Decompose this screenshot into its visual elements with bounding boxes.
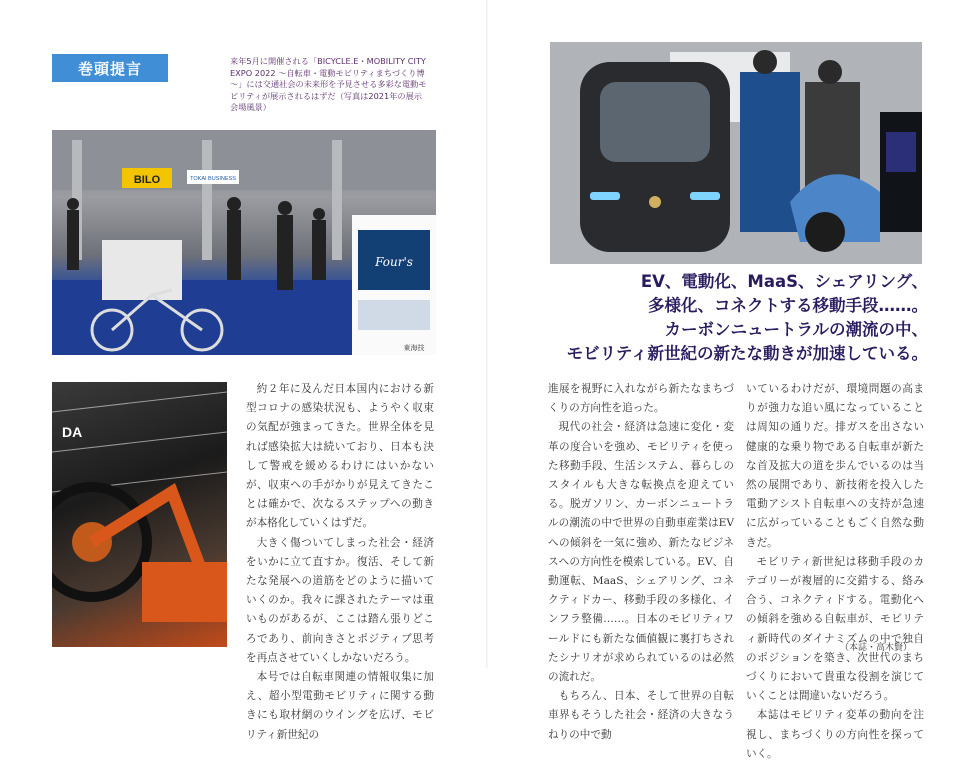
paragraph: 約２年に及んだ日本国内における新型コロナの感染状況も、ようやく収束の気配が強まってきた。世界全体を見れば感染拡大は続いており、日本も決して警戒を緩めるわけにはいかないが、収束への手がかりが見えてきたことは確かで、次なるステップへの動きが本格化していくはずだ。	[246, 383, 434, 530]
paragraph: 大きく傷ついてしまった社会・経済をいかに立て直すか。復活、そして新たな発展への道筋をどのように描いていくのか。我々に課されたテーマは重いものがあるが、ここは踏ん張りどころであり、前向きさとポジティブ思考を再点させていくしかないだろう。	[246, 536, 434, 664]
paragraph: 本号では自転車関連の情報収集に加え、超小型電動モビリティに関する動きにも取材網のウイングを広げ、モビリティ新世紀の	[246, 671, 434, 741]
paragraph: いているわけだが、環境問題の高まりが強力な追い風になっていることは周知の通りだ。排ガスを出さない健康的な乗り物である自転車が新たな首及拡大の道を歩んでいるのは当然の展開であり、新技術を投入した電動アシスト自転車への支持が急速に広がっていることもごく自然な動きだ。	[746, 383, 924, 549]
lead-headline	[548, 270, 928, 366]
booth-brand-tokai: TOKAI BUSINESS	[190, 176, 236, 182]
expo-hall-illustration	[52, 130, 436, 355]
bike-brand: DA	[62, 424, 83, 440]
paragraph: もちろん、日本、そして世界の自転車界もそうした社会・経済の大きなうねりの中で動	[548, 690, 734, 741]
author-credit: （本誌・高木賢）	[839, 643, 912, 653]
lead-line: 多様化、コネクトする移動手段……。	[647, 296, 928, 315]
ev-showcase-photo	[550, 42, 922, 264]
expo-hall-photo	[52, 130, 436, 355]
paragraph: 現代の社会・経済は急速に変化・変革の度合いを強め、モビリティを使った移動手段、生活システム、暮らしのスタイルも大きな転換点を迎えている。脱ガソリン、カーボンニュートラルの潮流の中で世界の自動車産業はEVへの傾斜を一気に強め、新たなビジネスへの方向性を模索している。EV、自動運転、MaaS、シェアリング、コネクティドカー、移動手段の多様化、インフラ整備……。日本のモビリティワールドにも新たな価値観に裏打ちされたシナリオが求められているのは必然の流れだ。	[548, 421, 734, 684]
e-bike-photo	[52, 382, 227, 647]
body-column-right-2	[746, 380, 924, 764]
screen-logo: Four's	[375, 255, 413, 269]
section-label: 巻頭提言	[52, 54, 168, 82]
paragraph: モビリティ新世紀は移動手段のカテゴリーが複層的に交錯する、絡み合う、コネクティドする。電動化への傾斜を強める自転車が、モビリティ新時代のダイナミズムの中で独自のポジションを築き、次世代のまちづくりにおいて貴重な役割を演じていくことは間違いないだろう。	[746, 555, 924, 703]
ev-illustration	[550, 42, 922, 264]
paragraph: 進展を視野に入れながら新たなまちづくりの方向性を追った。	[548, 383, 734, 415]
e-bike-illustration	[52, 382, 227, 647]
lead-line: カーボンニュートラルの潮流の中、	[664, 320, 928, 339]
lead-line: EV、電動化、MaaS、シェアリング、	[640, 272, 928, 291]
booth-sign-bilo: BILO	[133, 174, 161, 186]
body-column-right-1	[548, 380, 734, 745]
photo-caption: 来年5月に開催される「BICYCLE.E・MOBILITY CITY EXPO 2022 ～自転車・電動モビリティまちづくり博～」には交通社会の未来形を予見させる多彩な電動モビリティが展示されるはずだ（写真は2021年の展示会場風景）	[230, 56, 427, 112]
body-column-left	[246, 380, 434, 745]
screen-label: 東海技	[403, 344, 425, 352]
lead-line: モビリティ新世紀の新たな動きが加速している。	[566, 344, 928, 363]
paragraph: 本誌はモビリティ変革の動向を注視し、まちづくりの方向性を探っていく。	[746, 709, 924, 760]
left-page	[0, 0, 488, 741]
